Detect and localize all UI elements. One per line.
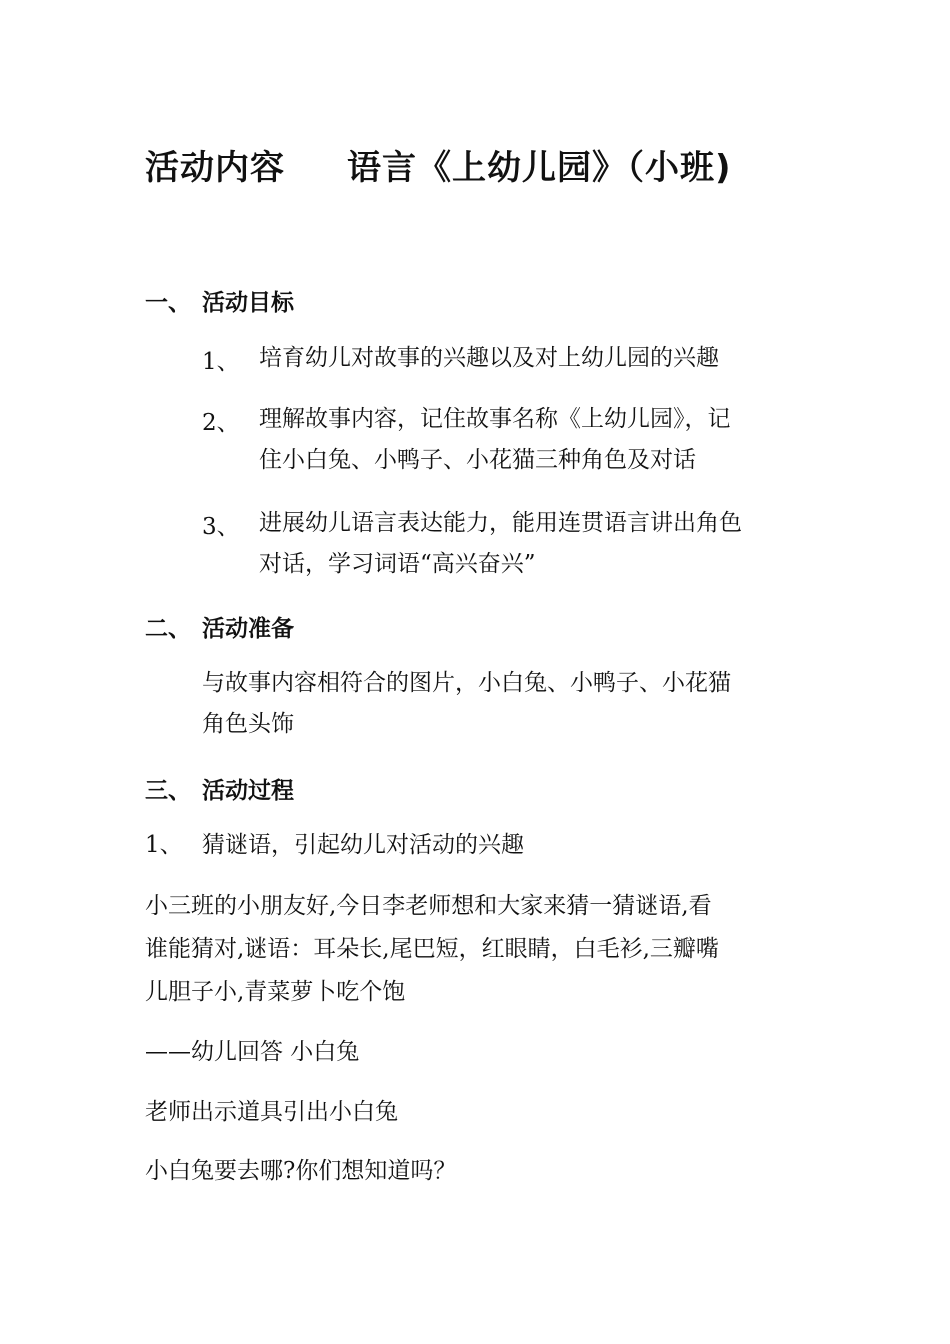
- process-step-number: 1、: [145, 832, 183, 858]
- goal-text-line: 培育幼儿对故事的兴趣以及对上幼儿园的兴趣: [259, 345, 719, 371]
- question-line: 小白兔要去哪?你们想知道吗？: [145, 1158, 457, 1184]
- section-number: 一、: [145, 290, 191, 316]
- section-heading-preparation: [145, 610, 294, 643]
- goal-text-line: 对话，学习词语“高兴奋兴”: [259, 551, 536, 577]
- goal-text-line: 理解故事内容，记住故事名称《上幼儿园》，记: [259, 406, 731, 432]
- show-prop-line: 老师出示道具引出小白兔: [145, 1099, 398, 1125]
- goal-number: 3、: [202, 514, 240, 540]
- section-heading-process: [145, 772, 294, 805]
- section-label: 活动准备: [202, 616, 294, 642]
- answer-line: ——幼儿回答 小白兔: [145, 1039, 360, 1065]
- section-heading-goals: [145, 284, 294, 317]
- paragraph-line: 小三班的小朋友好,今日李老师想和大家来猜一猜谜语,看: [145, 893, 712, 919]
- process-step-text: 猜谜语，引起幼儿对活动的兴趣: [202, 832, 524, 858]
- goal-text-line: 住小白兔、小鸭子、小花猫三种角色及对话: [259, 447, 696, 473]
- goal-number: 2、: [202, 410, 240, 436]
- section-label: 活动过程: [202, 778, 294, 804]
- page-title: [145, 140, 732, 189]
- title-left: 活动内容: [145, 148, 285, 188]
- title-right: 语言《上幼儿园》（小班): [347, 148, 732, 188]
- section-number: 三、: [145, 778, 191, 804]
- paragraph-line: 儿胆子小,青菜萝卜吃个饱: [145, 979, 406, 1005]
- paragraph-line: 谁能猜对,谜语：耳朵长,尾巴短，红眼睛，白毛衫,三瓣嘴: [145, 936, 719, 962]
- section-number: 二、: [145, 616, 191, 642]
- preparation-text-line: 与故事内容相符合的图片，小白兔、小鸭子、小花猫: [202, 670, 731, 696]
- section-label: 活动目标: [202, 290, 294, 316]
- goal-text-line: 进展幼儿语言表达能力，能用连贯语言讲出角色: [259, 510, 742, 536]
- goal-number: 1、: [202, 349, 240, 375]
- preparation-text-line: 角色头饰: [202, 711, 294, 737]
